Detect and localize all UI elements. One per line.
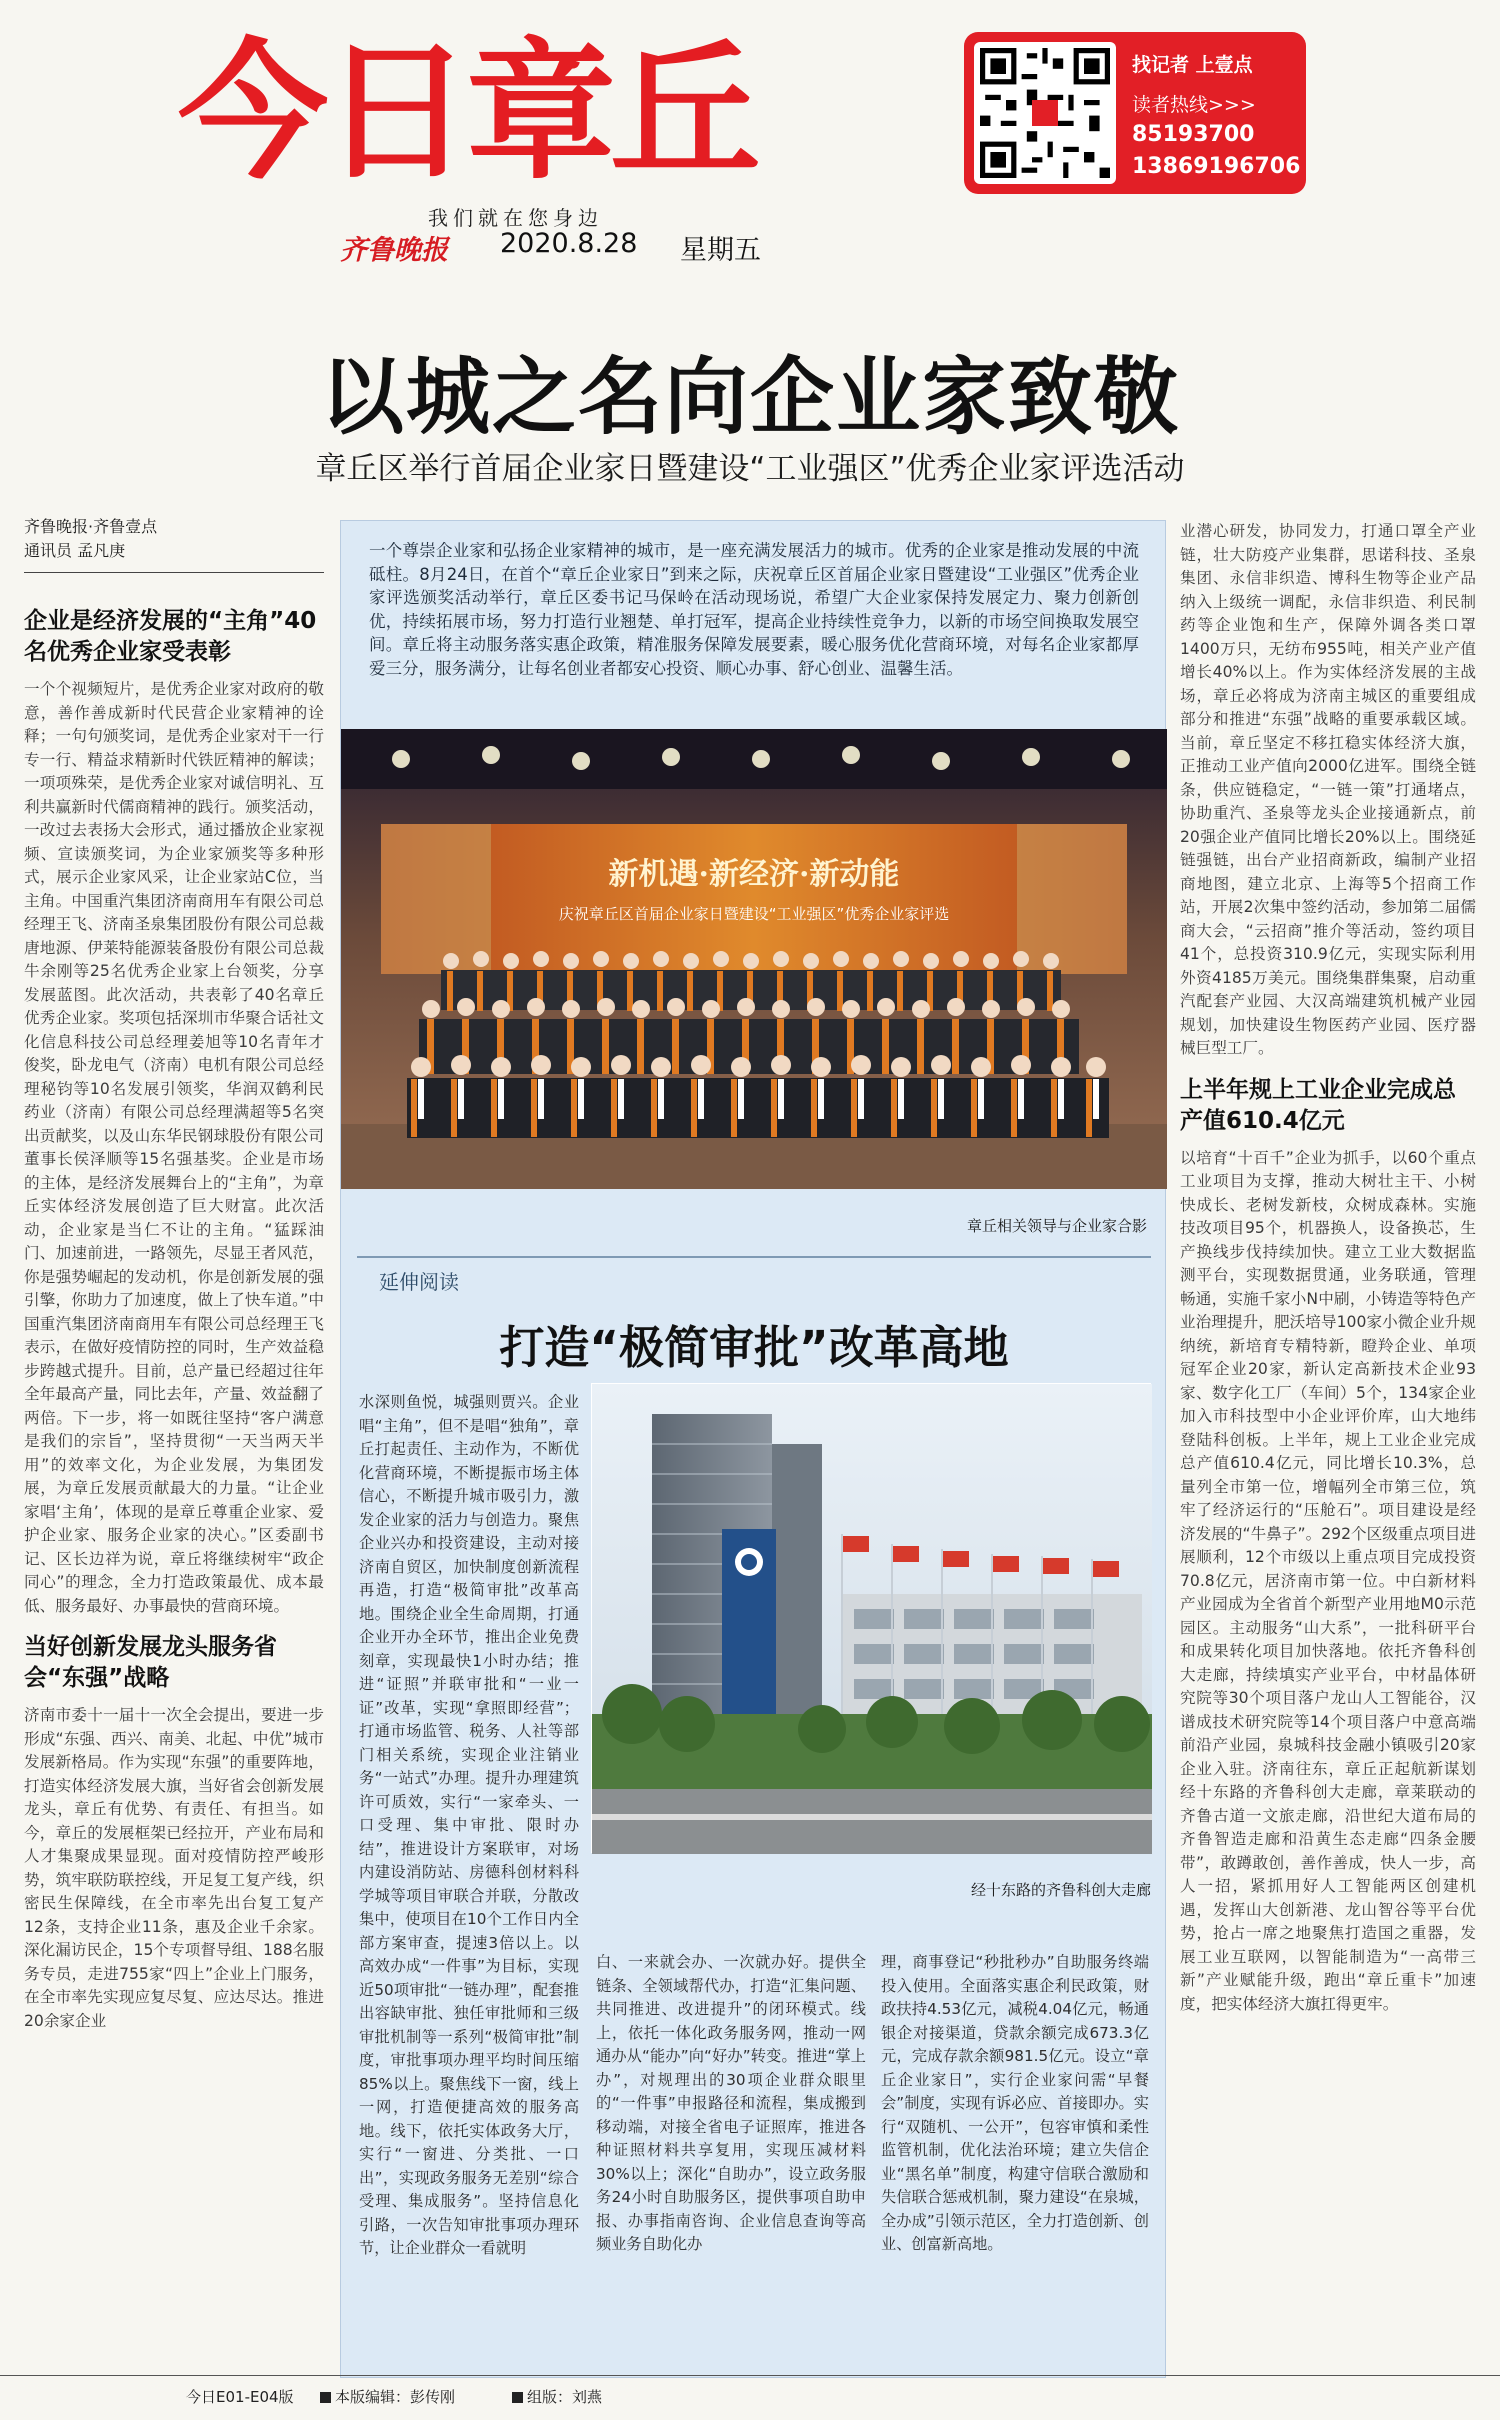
footer (0, 2375, 1500, 2414)
qr-code[interactable] (974, 42, 1116, 184)
group-photo-image (341, 729, 1167, 1189)
article-column-1-text: 水深则鱼悦，城强则贾兴。企业唱“主角”，但不是唱“独角”，章丘打起责任、主动作为，不断优化营商环境，不断提振市场主体信心，不断提升城市吸引力，激发企业家的活力与创造力。聚焦企业兴办和投资建设，主动对接济南自贸区，加快制度创新流程再造，打造“极简审批”改革高地。围绕企业全生命周期，打通企业开办全环节，推出企业免费刻章，实现最快1小时办结；推进“证照”并联审批和“一业一证”改革，实现“拿照即经营”；打通市场监管、税务、人社等部门相关系统，实现企业注销业务“一站式”办理。提升办理建筑许可质效，实行“一家牵头、一口受理、集中审批、限时办结”，推进设计方案联审，对场内建设消防站、房德科创材料科学城等项目审联合并联，分散改集中，使项目在10个工作日内全部方案审查，提速3倍以上。以高效办成“一件事”为目标，实现近50项审批“一链办理”，配套推出容缺审批、独任审批师和三级审批机制等一系列“极简审批”制度，审批事项办理平均时间压缩85%以上。聚焦线下一窗，线上一网，打造便捷高效的服务高地。线下，依托实体政务大厅，实行“一窗进、分类批、一口出”，实现政务服务无差别“综合受理、集成服务”。坚持信息化引路，一次告知审批事项办理环节，让企业群众一看就明 (359, 1393, 579, 2257)
headline-subtitle: 章丘区举行首届企业家日暨建设“工业强区”优秀企业家评选活动 (315, 451, 1185, 487)
masthead-title: 今日章丘 (178, 26, 755, 200)
building-photo-caption: 经十东路的齐鲁科创大走廊 (970, 1881, 1151, 1899)
left-section2-text: 济南市委十一届十一次全会提出，要进一步形成“东强、西兴、南美、北起、中优”城市发展新格局。作为实现“东强”的重要阵地，打造实体经济发展大旗，当好省会创新发展龙头，章丘有优势、有责任、有担当。如今，章丘的发展框架已经拉开，产业布局和人才集聚成果显现。面对疫情防控严峻形势，筑牢联防联控线，开足复工复产线，织密民生保障线，在全市率先出台复工复产12条，支持企业11条，惠及企业千余家。深化漏访民企，15个专项督导组、188名服务专员，走进755家“四上”企业上门服务，在全市率先实现应复尽复、应达尽达。推进20余家企业 (24, 1706, 324, 2030)
footer-pages: 今日E01-E04版 (186, 2388, 294, 2406)
extension-divider (357, 1256, 1151, 1294)
article-column-3-text: 理，商事登记“秒批秒办”自助服务终端投入使用。全面落实惠企利民政策，财政扶持4.53亿元，减税4.04亿元，畅通银企对接渠道，贷款余额完成673.3亿元，完成存款余额981.5亿元。设立“章丘企业家日”，实行企业家问需“早餐会”制度，实现有诉必应、首接即办。实行“双随机、一公开”，包容审慎和柔性监管机制，优化法治环境；建立失信企业“黑名单”制度，构建守信联合激励和失信联合惩戒机制，聚力建设“在泉城，全办成”引领示范区，全力打造创新、创业、创富新高地。 (881, 1953, 1149, 2253)
right-text-2: 以培育“十百千”企业为抓手，以60个重点工业项目为支撑，推动大树壮主干、小树快成长、老树发新枝，众树成森林。实施技改项目95个，机器换人，设备换芯，生产换线步伐持续加快。建立工业大数据监测平台，实现数据贯通，业务联通，管理畅通，实施千家小N中刷，小铸造等特色产业治理提升，肥沃培导100家小微企业升规纳统，新培育专精特新，瞪羚企业、单项冠军企业20家，新认定高新技术企业93家、数字化工厂（车间）5个，134家企业加入市科技型中小企业评价库，山大地纬登陆科创板。上半年，规上工业企业完成总产值610.4亿元，同比增长10.3%，总量列全市第一位，增幅列全市第三位，筑牢了经济运行的“压舱石”。项目建设是经济发展的“牛鼻子”。292个区级重点项目进展顺利，12个市级以上重点项目完成投资70.8亿元，居济南市第一位。中白新材料产业园成为全省首个新型产业用地M0示范园区。主动服务“山大系”，一批科研平台和成果转化项目加快落地。依托齐鲁科创大走廊，持续填实产业平台，中材晶体研究院等30个项目落户龙山人工智能谷，汉谱成技术研究院等14个项目落户中意高端前沿产业园，泉城科技金融小镇吸引20家企业入驻。济南往东，章丘正起航新谋划经十东路的齐鲁科创大走廊，章莱联动的齐鲁古道一文旅走廊，沿世纪大道布局的齐鲁智造走廊和沿黄生态走廊“四条金腰带”，敢蹲敢创，善作善成，快人一步，高人一招，紧抓用好人工智能两区创建机遇，发挥山大创新港、龙山智谷等平台优势，抢占一席之地聚焦打造国之重器，发展工业互联网，以智能制造为“一高带三新”产业赋能升级，跑出“章丘重卡”加速度，把实体经济大旗扛得更牢。 (1180, 1148, 1476, 2013)
building-photo-image (592, 1384, 1152, 1854)
contact-phone-1[interactable]: 85193700 (1132, 122, 1255, 147)
article-column-1 (359, 1391, 579, 2257)
group-photo (341, 729, 1167, 1189)
masthead (0, 0, 1500, 285)
right-text-1: 业潜心研发，协同发力，打通口罩全产业链，壮大防疫产业集群，思诺科技、圣泉集团、永信非织造、博科生物等企业产品纳入上级统一调配，永信非织造、利民制药等企业饱和生产，保障外调各类口罩1400万只，无纺布955吨，相关产业产值增长40%以上。作为实体经济发展的主战场，章丘必将成为济南主城区的重要组成部分和推进“东强”战略的重要承载区域。当前，章丘坚定不移扛稳实体经济大旗，正推动工业产值向2000亿进军。围绕全链条，供应链稳定，“一链一策”打通堵点，协助重汽、圣泉等龙头企业接通新点，前20强企业产值同比增长20%以上。围绕延链强链，出台产业招商新政，编制产业招商地图，建立北京、上海等5个招商工作站，开展2次集中签约活动，参加第二届儒商大会，“云招商”推介等活动，签约项目41个，总投资310.9亿元，实现实际利用外资4185万美元。围绕集群集聚，启动重汽配套产业园、大汉高端建筑机械产业园规划，加快建设生物医药产业园、医疗器械巨型工厂。 (1180, 522, 1476, 1057)
left-section1-title: 企业是经济发展的“主角”40名优秀企业家受表彰 (24, 608, 317, 665)
intro-paragraph: 一个尊崇企业家和弘扬企业家精神的城市，是一座充满发展活力的城市。优秀的企业家是推动发展的中流砥柱。8月24日，在首个“章丘企业家日”到来之际，庆祝章丘区首届企业家日暨建设“工业强区”优秀企业家评选颁奖活动举行，章丘区委书记马保岭在活动现场说，希望广大企业家保持发展定力、聚力创新创优，持续拓展市场，努力打造行业翘楚、单打冠军，提高企业持续性竞争力，以新的市场空间换取发展空间。章丘将主动服务落实惠企政策，精准服务保障发展要素，暖心服务优化营商环境，对每名企业家都厚爱三分，服务满分，让每名创业者都安心投资、顺心办事、舒心创业、温馨生活。 (369, 541, 1139, 678)
left-column (24, 600, 324, 2420)
headline-title: 以城之名向企业家致敬 (319, 348, 1180, 446)
contact-line-reporter: 找记者 上壹点 (1132, 54, 1253, 76)
left-section1-text: 一个个视频短片，是优秀企业家对政府的敬意，善作善成新时代民营企业家精神的诠释；一句句颁奖词，是优秀企业家对干一行专一行、精益求精新时代铁匠精神的解读；一项项殊荣，是优秀企业家对诚信明礼、互利共赢新时代儒商精神的践行。颁奖活动，一改过去表扬大会形式，通过播放企业家视频、宣读颁奖词，为企业家颁奖等多种形式，展示企业家风采，让企业家站C位，当主角。中国重汽集团济南商用车有限公司总经理王飞、济南圣泉集团股份有限公司总裁唐地源、伊莱特能源装备股份有限公司总裁牛余刚等25名优秀企业家上台领奖，分享发展蓝图。此次活动，共表彰了40名章丘优秀企业家。奖项包括深圳市华聚合话社文化信息科技公司总经理姜旭等10名青年才俊奖，卧龙电气（济南）电机有限公司总经理秘钧等10名发展引领奖，华润双鹤利民药业（济南）有限公司总经理满超等5名突出贡献奖，以及山东华民钢球股份有限公司董事长侯泽顺等15名强基奖。企业是市场的主体，是经济发展舞台上的“主角”，为章丘实体经济发展创造了巨大财富。此次活动，企业家是当仁不让的主角。“猛踩油门、加速前进，一路领先，尽显王者风范，你是强势崛起的发动机，你是创新发展的强引擎，你助力了加速度，做上了快车道。”中国重汽集团济南商用车有限公司总经理王飞表示，在做好疫情防控的同时，生产效益稳步跨越式提升。目前，总产量已经超过往年全年最高产量，同比去年，产量、效益翻了两倍。下一步，将一如既往坚持“客户满意是我们的宗旨”，坚持贯彻“一天当两天半用”的效率文化，为企业发展，为集团发展，为章丘发展贡献最大的力量。“让企业家唱‘主角’，体现的是章丘尊重企业家、爱护企业家、服务企业家的决心。”区委副书记、区长边祥为说，章丘将继续树牢“政企同心”的理念，全力打造政策最优、成本最低、服务最好、办事最快的营商环境。 (24, 680, 324, 1615)
byline-source: 齐鲁晚报·齐鲁壹点 (24, 517, 158, 536)
photo-banner-subtext: 庆祝章丘区首届企业家日暨建设“工业强区”优秀企业家评选 (558, 905, 950, 923)
contact-line-hotline: 读者热线>>> (1132, 94, 1256, 116)
article-column-2-text: 白、一来就会办、一次就办好。提供全链条、全领域帮代办，打造“汇集问题、共同推进、改进提升”的闭环模式。线上，依托一体化政务服务网，推动一网通办从“能办”向“好办”转变。推进“掌上办”，对规理出的30项企业群众眼里的“一件事”申报路径和流程，集成搬到移动端，对接全省电子证照库，推进各种证照材料共享复用，实现压减材料30%以上；深化“自助办”，设立政务服务24小时自助服务区，提供事项自助申报、办事指南咨询、企业信息查询等高频业务自助化办 (596, 1953, 866, 2253)
right-section-title: 上半年规上工业企业完成总产值610.4亿元 (1180, 1076, 1456, 1134)
contact-box (964, 32, 1306, 194)
building-photo (591, 1383, 1151, 1853)
byline-correspondent: 通讯员 孟凡庚 (24, 541, 126, 560)
issue-weekday: 星期五 (680, 235, 761, 266)
group-photo-caption: 章丘相关领导与企业家合影 (966, 1217, 1147, 1235)
photo-banner-text: 新机遇·新经济·新动能 (608, 857, 900, 892)
people-rows (407, 951, 1109, 1138)
right-column (1180, 520, 1476, 2420)
square-bullet-icon (320, 2392, 331, 2403)
article-column-2 (596, 1951, 866, 2351)
article-title: 打造“极简审批”改革高地 (499, 1321, 1009, 1374)
masthead-slogan: 我们就在您身边 (428, 206, 603, 230)
footer-editor-text: 本版编辑：彭传刚 (335, 2388, 456, 2406)
left-section2-title: 当好创新发展龙头服务省会“东强”战略 (24, 1634, 277, 1691)
paper-name: 齐鲁晚报 (340, 235, 448, 266)
byline-divider (24, 572, 324, 573)
qr-code-icon (980, 48, 1110, 178)
extension-label: 延伸阅读 (379, 1270, 459, 1294)
contact-phone-2[interactable]: 13869196706 (1132, 154, 1301, 179)
footer-layout-text: 组版：刘燕 (527, 2388, 603, 2406)
issue-date: 2020.8.28 (500, 228, 638, 259)
square-bullet-icon (512, 2392, 523, 2403)
footer-editor (320, 2386, 455, 2407)
article-column-3 (881, 1951, 1149, 2351)
byline (24, 515, 324, 563)
footer-layout (512, 2386, 602, 2407)
center-panel (340, 520, 1166, 2378)
